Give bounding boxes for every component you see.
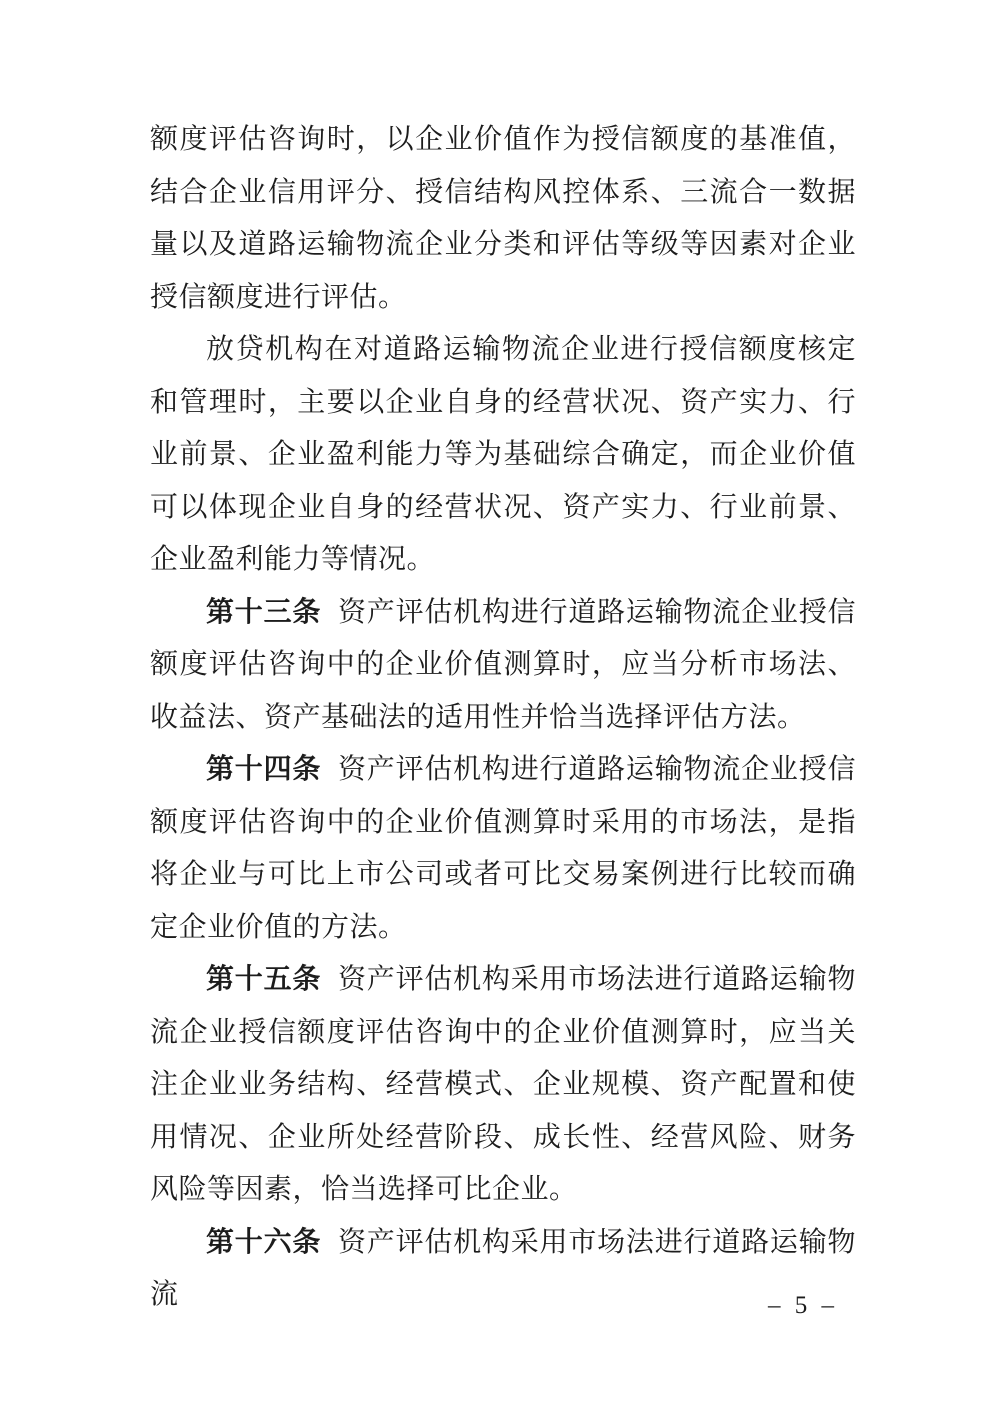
paragraph-text: 放贷机构在对道路运输物流企业进行授信额度核定和管理时，主要以企业自身的经营状况、资产实力、行业前景、企业盈利能力等为基础综合确定，而企业价值可以体现企业自身的经营状况、资产实力、行业前景、企业盈利能力等情况。 — [150, 334, 856, 575]
document-body — [150, 114, 856, 1322]
article-heading: 第十四条 — [206, 754, 322, 785]
paragraph-article-14 — [150, 744, 856, 954]
article-heading: 第十五条 — [206, 964, 322, 995]
paragraph-article-15 — [150, 954, 856, 1217]
article-heading: 第十六条 — [206, 1226, 322, 1258]
paragraph-text: 资产评估机构进行道路运输物流企业授信额度评估咨询中的企业价值测算时采用的市场法，是指将企业与可比上市公司或者可比交易案例进行比较而确定企业价值的方法。 — [150, 754, 856, 943]
paragraph-text: 资产评估机构采用市场法进行道路运输物流企业授信额度评估咨询中的企业价值测算时，应当关注企业业务结构、经营模式、企业规模、资产配置和使用情况、企业所处经营阶段、成长性、经营风险、财务风险等因素，恰当选择可比企业。 — [150, 964, 856, 1205]
paragraph — [150, 324, 856, 587]
paragraph-text: 资产评估机构采用市场法进行道路运输物流 — [150, 1226, 856, 1310]
paragraph-article-16 — [150, 1217, 856, 1322]
paragraph-text: 资产评估机构进行道路运输物流企业授信额度评估咨询中的企业价值测算时，应当分析市场法、收益法、资产基础法的适用性并恰当选择评估方法。 — [150, 596, 856, 733]
page-number: – 5 – — [768, 1292, 838, 1319]
paragraph — [150, 114, 856, 324]
paragraph-article-13 — [150, 587, 856, 745]
paragraph-text: 额度评估咨询时，以企业价值作为授信额度的基准值，结合企业信用评分、授信结构风控体系、三流合一数据量以及道路运输物流企业分类和评估等级等因素对企业授信额度进行评估。 — [150, 124, 856, 313]
article-heading: 第十三条 — [206, 596, 322, 628]
